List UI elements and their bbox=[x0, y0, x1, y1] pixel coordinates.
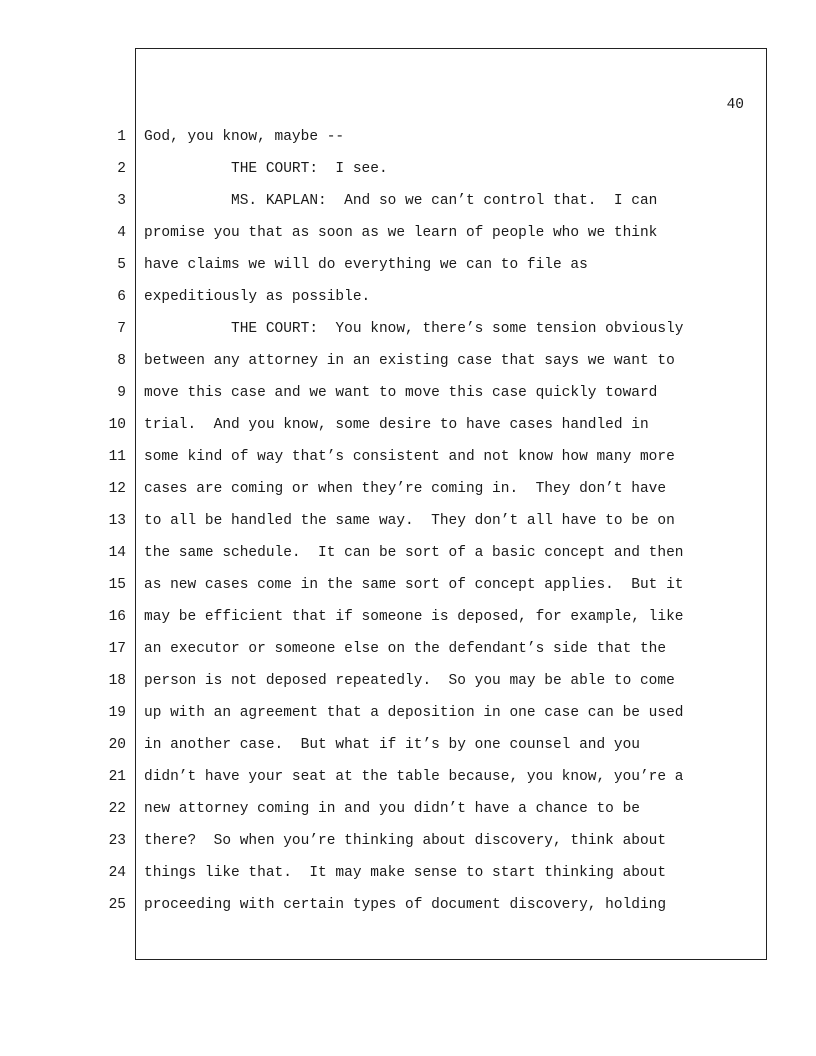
line-number: 21 bbox=[108, 769, 126, 785]
transcript-line: move this case and we want to move this case quickly toward bbox=[144, 385, 658, 401]
transcript-line: new attorney coming in and you didn’t have a chance to be bbox=[144, 801, 640, 817]
line-number: 18 bbox=[108, 673, 126, 689]
line-number: 8 bbox=[117, 353, 126, 369]
transcript-line: in another case. But what if it’s by one counsel and you bbox=[144, 737, 640, 753]
line-number: 5 bbox=[117, 257, 126, 273]
transcript-line: to all be handled the same way. They don’t all have to be on bbox=[144, 513, 675, 529]
transcript-line: THE COURT: I see. bbox=[144, 161, 388, 177]
line-number: 19 bbox=[108, 705, 126, 721]
transcript-line: God, you know, maybe -- bbox=[144, 129, 345, 145]
transcript-line: things like that. It may make sense to start thinking about bbox=[144, 865, 667, 881]
line-number: 14 bbox=[108, 545, 126, 561]
transcript-line: cases are coming or when they’re coming in. They don’t have bbox=[144, 481, 667, 497]
transcript-line: proceeding with certain types of document discovery, holding bbox=[144, 897, 667, 913]
transcript-line: may be efficient that if someone is deposed, for example, like bbox=[144, 609, 684, 625]
line-number: 23 bbox=[108, 833, 126, 849]
transcript-line: didn’t have your seat at the table because, you know, you’re a bbox=[144, 769, 684, 785]
line-number: 3 bbox=[117, 193, 126, 209]
line-number: 4 bbox=[117, 225, 126, 241]
transcript-line: have claims we will do everything we can to file as bbox=[144, 257, 588, 273]
line-number: 15 bbox=[108, 577, 126, 593]
line-number: 7 bbox=[117, 321, 126, 337]
line-number: 25 bbox=[108, 897, 126, 913]
transcript-line: THE COURT: You know, there’s some tension obviously bbox=[144, 321, 684, 337]
line-number: 6 bbox=[117, 289, 126, 305]
line-number-column bbox=[96, 128, 126, 928]
line-number: 10 bbox=[108, 417, 126, 433]
line-number: 1 bbox=[117, 129, 126, 145]
line-number: 12 bbox=[108, 481, 126, 497]
line-number: 11 bbox=[108, 449, 126, 465]
line-number: 17 bbox=[108, 641, 126, 657]
transcript-line: promise you that as soon as we learn of people who we think bbox=[144, 225, 658, 241]
line-number: 22 bbox=[108, 801, 126, 817]
line-number: 2 bbox=[117, 161, 126, 177]
transcript-line: there? So when you’re thinking about discovery, think about bbox=[144, 833, 667, 849]
transcript-line: between any attorney in an existing case that says we want to bbox=[144, 353, 675, 369]
line-number: 20 bbox=[108, 737, 126, 753]
transcript-line: as new cases come in the same sort of concept applies. But it bbox=[144, 577, 684, 593]
transcript-line: the same schedule. It can be sort of a basic concept and then bbox=[144, 545, 684, 561]
line-number: 13 bbox=[108, 513, 126, 529]
transcript-line: an executor or someone else on the defendant’s side that the bbox=[144, 641, 667, 657]
transcript-line: up with an agreement that a deposition in one case can be used bbox=[144, 705, 684, 721]
line-number: 16 bbox=[108, 609, 126, 625]
transcript-body bbox=[144, 128, 754, 928]
transcript-line: trial. And you know, some desire to have cases handled in bbox=[144, 417, 649, 433]
transcript-line: person is not deposed repeatedly. So you may be able to come bbox=[144, 673, 675, 689]
page-number: 40 bbox=[726, 97, 744, 113]
line-number: 9 bbox=[117, 385, 126, 401]
transcript-line: expeditiously as possible. bbox=[144, 289, 371, 305]
line-number: 24 bbox=[108, 865, 126, 881]
transcript-line: some kind of way that’s consistent and not know how many more bbox=[144, 449, 675, 465]
transcript-line: MS. KAPLAN: And so we can’t control that. I can bbox=[144, 193, 658, 209]
